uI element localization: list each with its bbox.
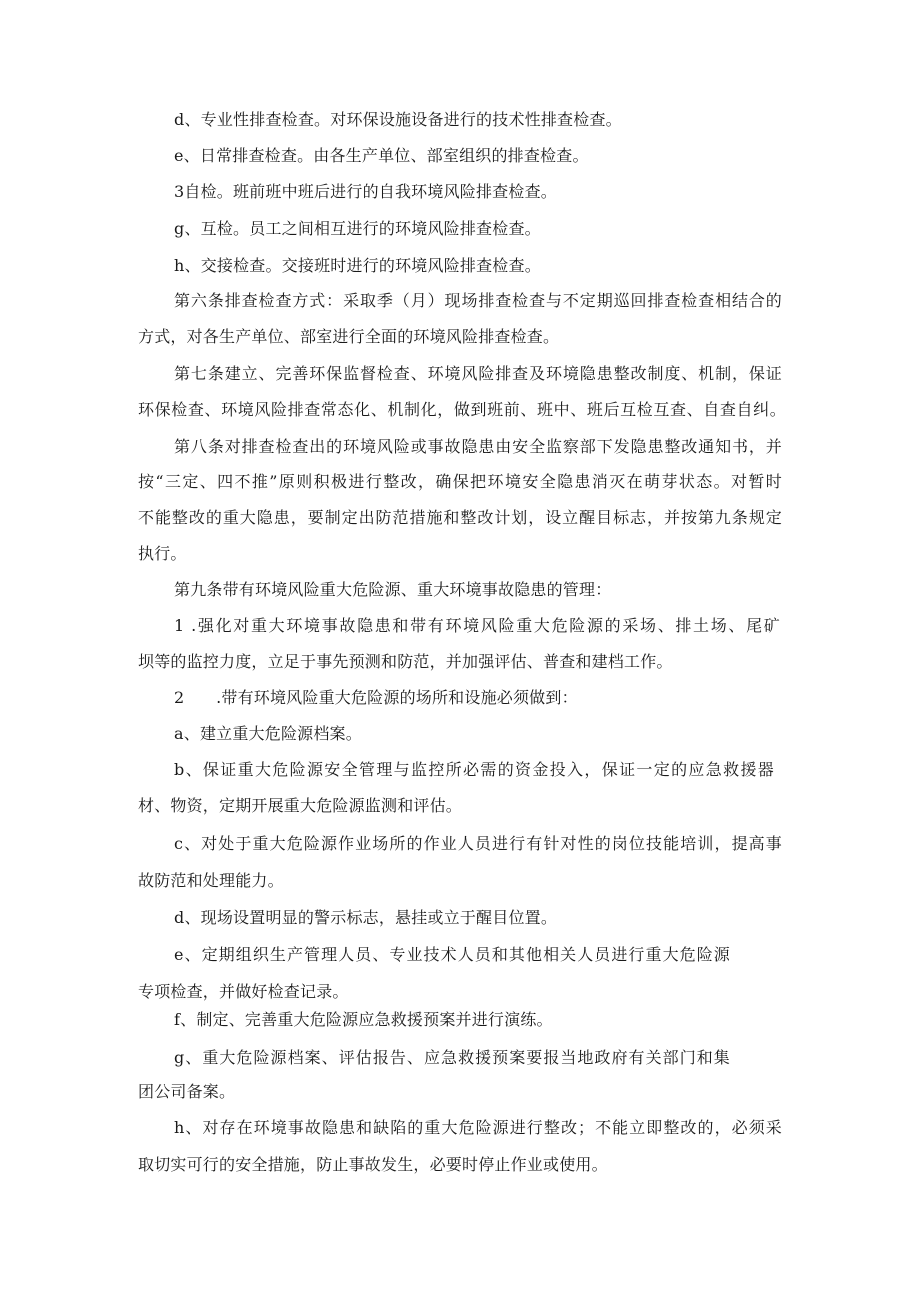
sub-a-line-1: a、建立重大危险源档案。	[174, 724, 362, 743]
sub-h-line-2: 取切实可行的安全措施，防止事故发生，必要时停止作业或使用。	[138, 1155, 608, 1174]
article-6-line-2: 方式，对各生产单位、部室进行全面的环境风险排查检查。	[138, 327, 560, 346]
sub-f-line-1: f、制定、完善重大危险源应急救援预案并进行演练。	[174, 1010, 553, 1029]
sub-g-line-1: g、重大危险源档案、评估报告、应急救援预案要报当地政府有关部门和集	[174, 1048, 730, 1067]
paragraph-f-line-1: 3自检。班前班中班后进行的自我环境风险排查检查。	[174, 182, 557, 201]
article-8-line-1: 第八条对排查检查出的环境风险或事故隐患由安全监察部下发隐患整改通知书，并	[174, 437, 782, 456]
paragraph-h-line-1: h、交接检查。交接班时进行的环境风险排查检查。	[174, 256, 541, 275]
article-7-line-2: 环保检查、环境风险排查常态化、机制化，做到班前、班中、班后互检互查、自查自纠。	[138, 400, 786, 419]
paragraph-d-line-1: d、专业性排查检查。对环保设施设备进行的技术性排查检查。	[174, 110, 622, 129]
sub-e-line-1: e、定期组织生产管理人员、专业技术人员和其他相关人员进行重大危险源	[174, 945, 730, 964]
item-1-line-1: 1 .强化对重大环境事故隐患和带有环境风险重大危险源的采场、排土场、尾矿	[174, 616, 780, 635]
sub-c-line-2: 故防范和处理能力。	[138, 871, 284, 890]
sub-b-line-1: b、保证重大危险源安全管理与监控所必需的资金投入，保证一定的应急救援器	[174, 760, 774, 779]
sub-b-line-2: 材、物资，定期开展重大危险源监测和评估。	[138, 796, 463, 815]
sub-d-line-1: d、现场设置明显的警示标志，悬挂或立于醒目位置。	[174, 908, 558, 927]
article-8-line-2: 按“三定、四不推”原则积极进行整改，确保把环境安全隐患消灭在萌芽状态。对暂时	[138, 472, 782, 491]
sub-h-line-1: h、对存在环境事故隐患和缺陷的重大危险源进行整改；不能立即整改的，必须采	[174, 1118, 782, 1137]
article-8-line-3: 不能整改的重大隐患，要制定出防范措施和整改计划，设立醒目标志，并按第九条规定	[138, 508, 782, 527]
item-1-line-2: 坝等的监控力度，立足于事先预测和防范，并加强评估、普查和建档工作。	[138, 652, 673, 671]
article-8-line-4: 执行。	[138, 544, 187, 563]
sub-e-line-2: 专项检查，并做好检查记录。	[138, 982, 349, 1001]
sub-c-line-1: c、对处于重大危险源作业场所的作业人员进行有针对性的岗位技能培训，提高事	[174, 834, 782, 853]
article-6-line-1: 第六条排查检查方式：采取季（月）现场排查检查与不定期巡回排查检查相结合的	[174, 291, 782, 310]
sub-g-line-2: 团公司备案。	[138, 1082, 236, 1101]
item-2-line-1: 2 .带有环境风险重大危险源的场所和设施必须做到：	[174, 688, 578, 707]
article-9-heading: 第九条带有环境风险重大危险源、重大环境事故隐患的管理：	[174, 580, 612, 599]
paragraph-g-line-1: g、互检。员工之间相互进行的环境风险排查检查。	[174, 219, 541, 238]
paragraph-e-line-1: e、日常排查检查。由各生产单位、部室组织的排查检查。	[174, 146, 589, 165]
article-7-line-1: 第七条建立、完善环保监督检查、环境风险排查及环境隐患整改制度、机制，保证	[174, 364, 782, 383]
